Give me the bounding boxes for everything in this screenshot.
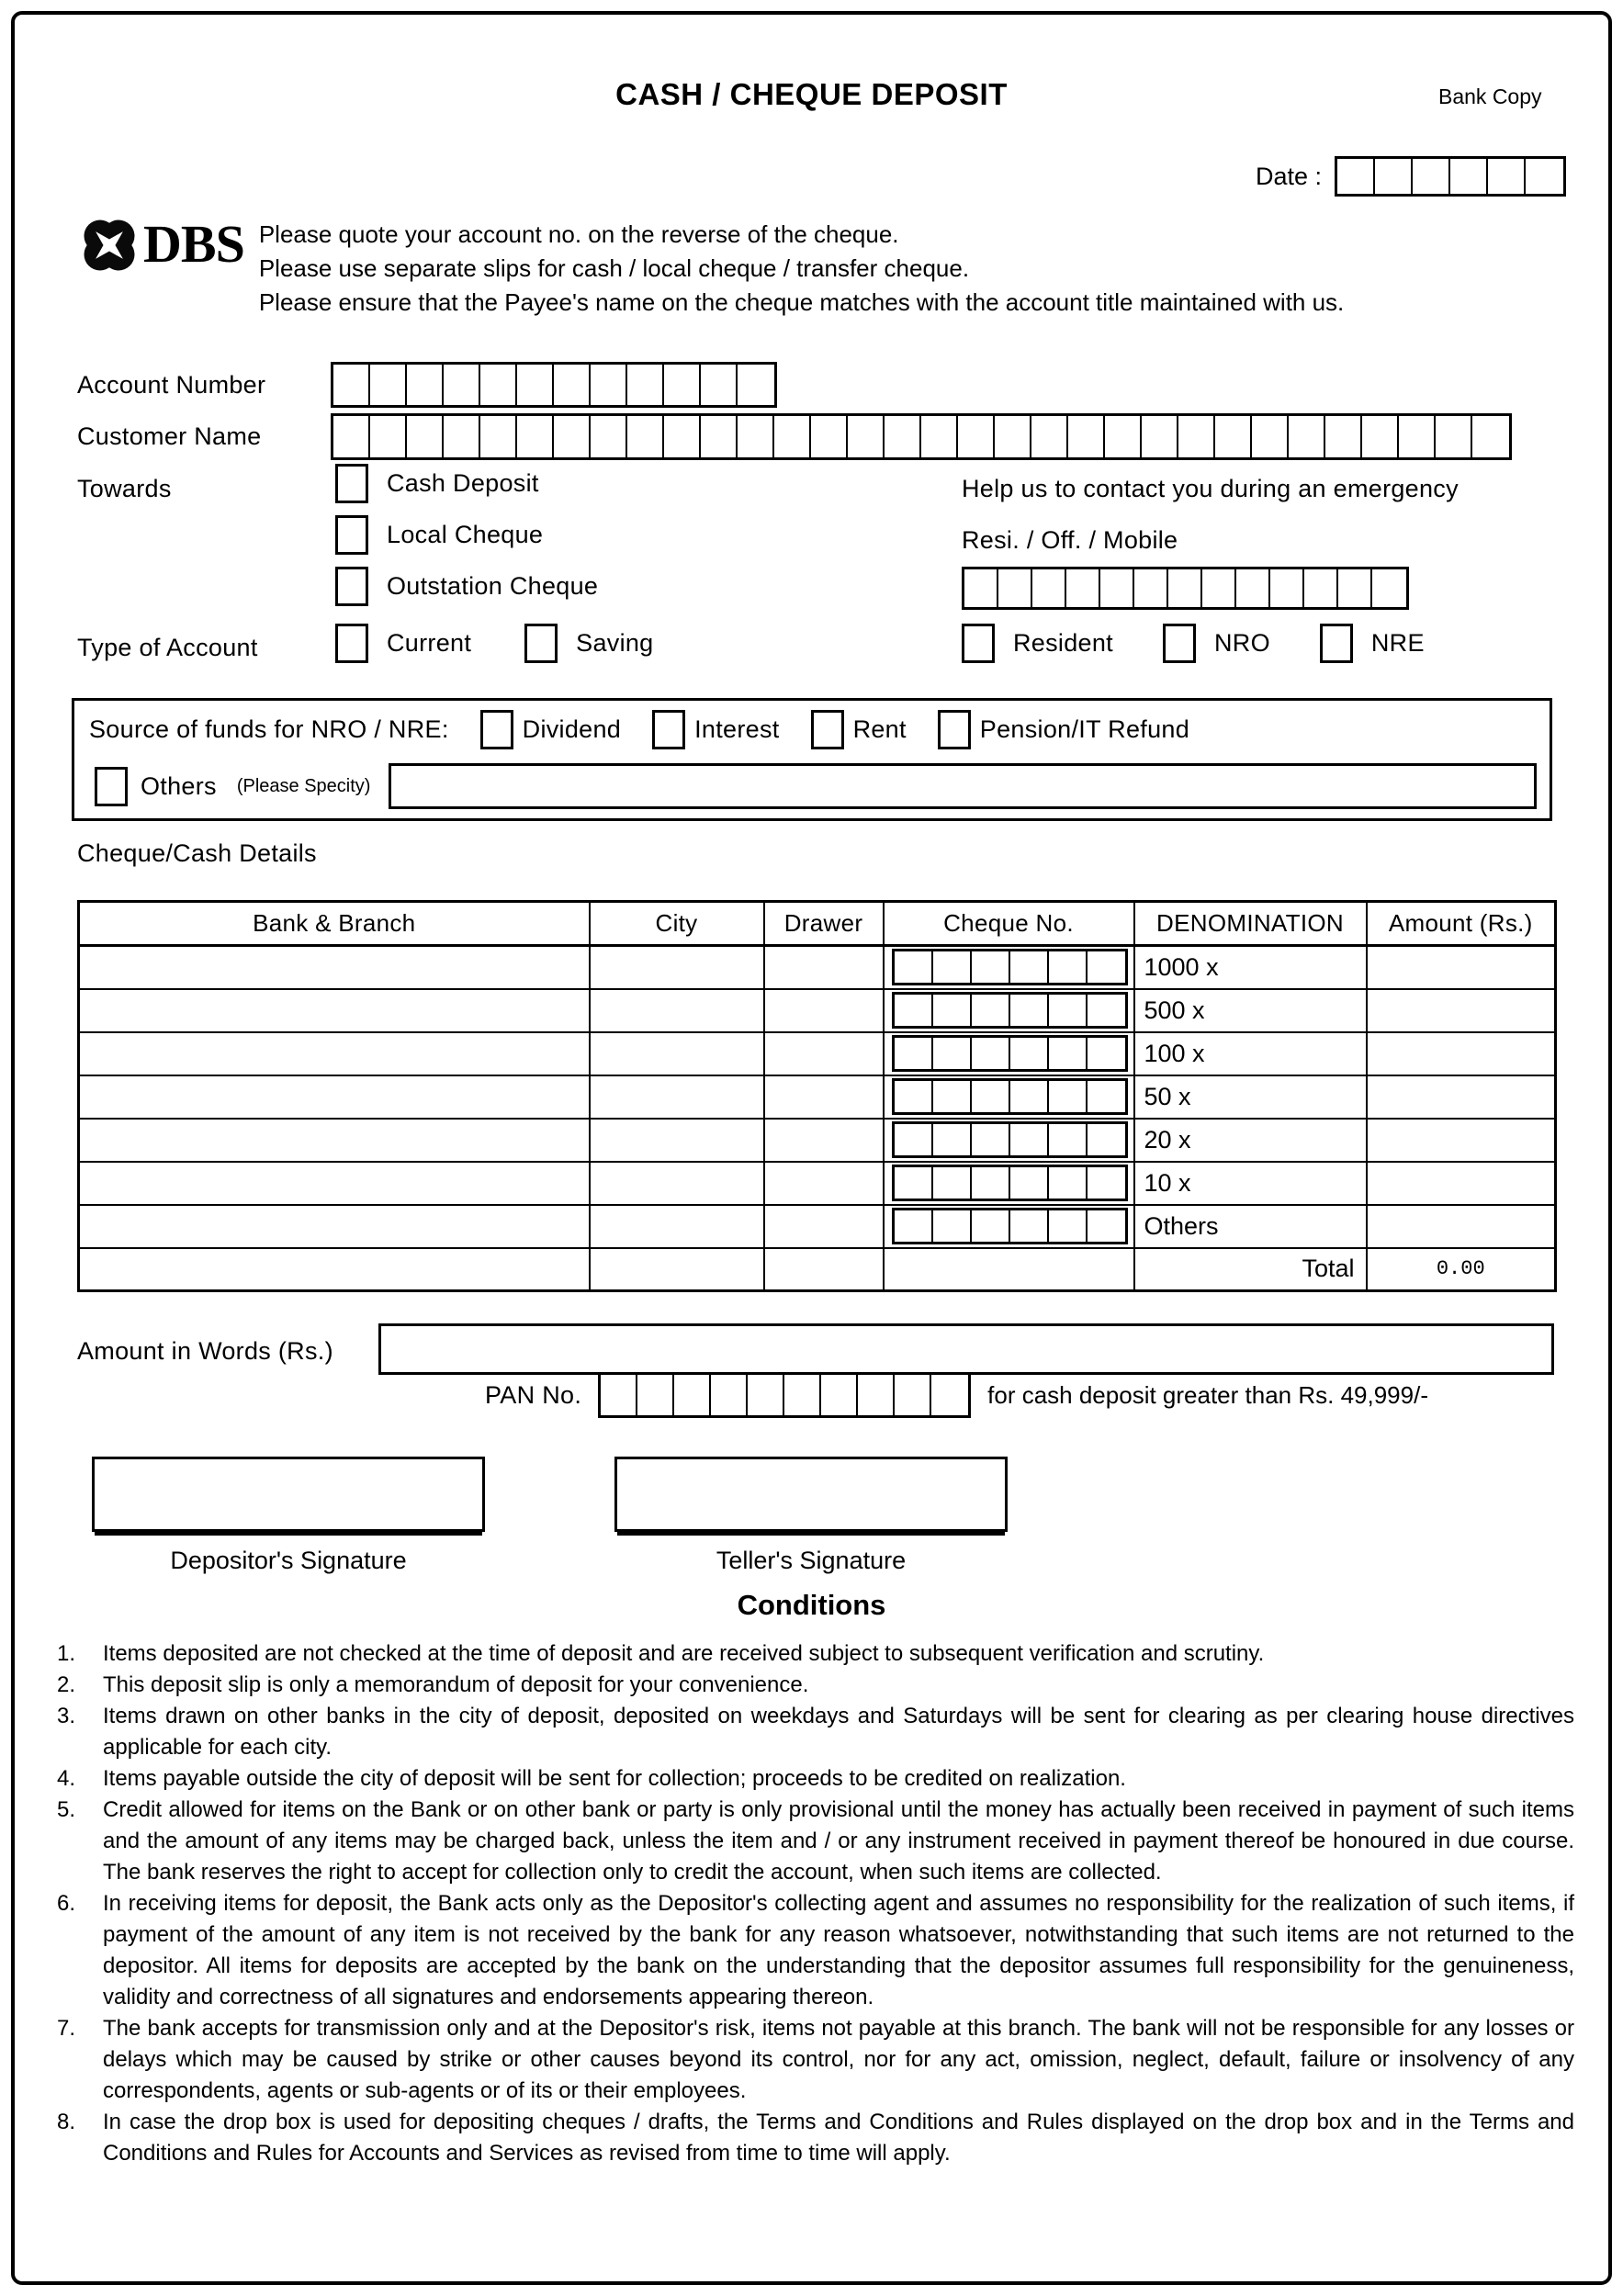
customer-name-cell[interactable] xyxy=(591,416,627,457)
customer-name-cell[interactable] xyxy=(885,416,921,457)
cheque-no-digit-cell[interactable] xyxy=(1088,1081,1124,1112)
condition-number: 5. xyxy=(57,1797,76,1822)
condition-number: 3. xyxy=(57,1704,76,1728)
residency-option xyxy=(962,624,1113,663)
condition-number: 8. xyxy=(57,2110,76,2134)
cheque-no-strip xyxy=(892,1208,1128,1244)
phone-cell[interactable] xyxy=(964,569,998,607)
towards-label: Towards xyxy=(77,475,172,502)
cheque-no-digit-cell[interactable] xyxy=(972,1167,1010,1199)
pan-row xyxy=(485,1372,1428,1418)
instruction-list xyxy=(259,215,1344,320)
cheque-no-digit-cell[interactable] xyxy=(895,1167,933,1199)
drawer-cell[interactable] xyxy=(764,1075,884,1119)
dbs-star-icon xyxy=(79,215,140,276)
denomination-label: 20 x xyxy=(1134,1119,1367,1162)
denomination-label: 500 x xyxy=(1134,989,1367,1032)
residency-option-label: NRO xyxy=(1213,629,1270,657)
account-number-cell[interactable] xyxy=(333,365,370,405)
denomination-label: 1000 x xyxy=(1134,946,1367,989)
instruction-line: Please use separate slips for cash / local cheque / transfer cheque. xyxy=(258,254,970,282)
customer-name-cell[interactable] xyxy=(1472,416,1509,457)
cheque-no-cell[interactable] xyxy=(884,946,1134,989)
bank-branch-cell[interactable] xyxy=(79,1205,590,1248)
drawer-cell[interactable] xyxy=(764,989,884,1032)
source-of-funds-option xyxy=(652,710,783,749)
condition-text: Credit allowed for items on the Bank or on other bank or party is only provisional until the money has actually been received in payment of such items and the amount of any items may be charged back, unless the item and / or any instrument received in payment thereof be honoured in due course. The bank reserves the right to accept for collection only to credit the account, when such items are collected. xyxy=(103,1797,1574,1885)
total-row xyxy=(79,1248,1556,1291)
cheque-no-digit-cell[interactable] xyxy=(895,995,933,1026)
pan-note: for cash deposit greater than Rs. 49,999/- xyxy=(987,1380,1428,1409)
drawer-cell[interactable] xyxy=(764,1205,884,1248)
cheque-no-digit-cell[interactable] xyxy=(895,1124,933,1155)
towards-options xyxy=(335,464,598,606)
cheque-no-cell[interactable] xyxy=(884,1119,1134,1162)
cheque-details-heading: Cheque/Cash Details xyxy=(77,839,317,867)
bank-branch-cell[interactable] xyxy=(79,946,590,989)
cheque-no-digit-cell[interactable] xyxy=(972,1081,1010,1112)
account-number-strip xyxy=(331,362,777,408)
city-cell[interactable] xyxy=(590,1075,764,1119)
account-type-option-label: Current xyxy=(387,629,472,657)
account-number-cell[interactable] xyxy=(480,365,517,405)
cheque-no-digit-cell[interactable] xyxy=(895,1038,933,1069)
condition-text: In case the drop box is used for depositing cheques / drafts, the Terms and Conditions and Rules displayed on the drop box and in the Terms and Conditions and Rules for Accounts and Services as revised from time to time will apply. xyxy=(103,2110,1574,2166)
towards-option xyxy=(335,515,598,555)
bank-copy-label: Bank Copy xyxy=(1438,84,1542,108)
customer-name-cell[interactable] xyxy=(1105,416,1142,457)
customer-name-cell[interactable] xyxy=(554,416,591,457)
depositor-signature-label: Depositor's Signature xyxy=(170,1547,407,1574)
pan-cell[interactable] xyxy=(711,1375,748,1415)
customer-name-cell[interactable] xyxy=(1436,416,1472,457)
phone-label: Resi. / Off. / Mobile xyxy=(962,526,1178,554)
column-header-drawer: Drawer xyxy=(764,902,884,946)
source-of-funds-options xyxy=(453,710,1193,749)
condition-text: Items deposited are not checked at the time of deposit and are received subject to subsequent verification and scrutiny. xyxy=(103,1641,1265,1666)
cheque-no-digit-cell[interactable] xyxy=(972,951,1010,983)
residency-checkbox[interactable] xyxy=(962,624,995,663)
conditions-heading: Conditions xyxy=(737,1589,886,1621)
customer-name-cell[interactable] xyxy=(1031,416,1068,457)
type-of-account-label: Type of Account xyxy=(77,634,258,661)
towards-checkbox[interactable] xyxy=(335,464,368,503)
source-of-funds-option-label: Interest xyxy=(694,715,780,743)
customer-name-cell[interactable] xyxy=(1325,416,1362,457)
cheque-no-digit-cell[interactable] xyxy=(1049,951,1088,983)
cheque-no-digit-cell[interactable] xyxy=(972,1210,1010,1242)
table-row xyxy=(79,1162,1556,1205)
cheque-no-digit-cell[interactable] xyxy=(933,995,972,1026)
cheque-no-digit-cell[interactable] xyxy=(1010,1167,1049,1199)
customer-name-cell[interactable] xyxy=(1399,416,1436,457)
customer-name-row xyxy=(77,413,1512,460)
city-cell[interactable] xyxy=(590,1119,764,1162)
cheque-no-digit-cell[interactable] xyxy=(895,1210,933,1242)
account-number-cell[interactable] xyxy=(591,365,627,405)
drawer-cell[interactable] xyxy=(764,1162,884,1205)
bank-branch-cell[interactable] xyxy=(79,1162,590,1205)
table-row xyxy=(79,1205,1556,1248)
cheque-no-digit-cell[interactable] xyxy=(972,1038,1010,1069)
customer-name-cell[interactable] xyxy=(1068,416,1105,457)
customer-name-cell[interactable] xyxy=(480,416,517,457)
cheque-no-digit-cell[interactable] xyxy=(1049,995,1088,1026)
phone-cell[interactable] xyxy=(1202,569,1236,607)
customer-name-cell[interactable] xyxy=(1252,416,1289,457)
pan-cell[interactable] xyxy=(601,1375,637,1415)
date-cell-strip xyxy=(1335,156,1566,197)
condition-item xyxy=(57,2013,1574,2107)
customer-name-cell[interactable] xyxy=(444,416,480,457)
city-cell[interactable] xyxy=(590,1205,764,1248)
account-number-cell[interactable] xyxy=(627,365,664,405)
condition-number: 7. xyxy=(57,2016,76,2041)
cheque-no-digit-cell[interactable] xyxy=(1010,1124,1049,1155)
condition-item xyxy=(57,1888,1574,2013)
instruction-line: Please ensure that the Payee's name on the cheque matches with the account title maintained with us. xyxy=(258,288,1345,316)
condition-text: Items drawn on other banks in the city of deposit, deposited on weekdays and Saturdays will be sent for clearing as per clearing house directives applicable for each city. xyxy=(103,1704,1574,1760)
cheque-no-digit-cell[interactable] xyxy=(1088,1167,1124,1199)
teller-signature-box[interactable] xyxy=(614,1457,1008,1532)
account-number-cell[interactable] xyxy=(554,365,591,405)
pan-cell[interactable] xyxy=(931,1375,968,1415)
depositor-signature-box[interactable] xyxy=(92,1457,485,1532)
amount-cell[interactable] xyxy=(1367,1119,1556,1162)
date-cell[interactable] xyxy=(1337,159,1375,194)
cheque-no-digit-cell[interactable] xyxy=(1010,951,1049,983)
pan-cell[interactable] xyxy=(637,1375,674,1415)
date-cell[interactable] xyxy=(1375,159,1413,194)
customer-name-label: Customer Name xyxy=(77,422,262,450)
customer-name-cell[interactable] xyxy=(1178,416,1215,457)
pan-cell[interactable] xyxy=(674,1375,711,1415)
customer-name-cell[interactable] xyxy=(517,416,554,457)
column-header-city: City xyxy=(590,902,764,946)
cheque-no-digit-cell[interactable] xyxy=(1010,1038,1049,1069)
towards-option xyxy=(335,567,598,606)
date-cell[interactable] xyxy=(1488,159,1526,194)
condition-text: In receiving items for deposit, the Bank acts only as the Depositor's collecting agent and assumes no responsibility for the realization of such items, if payment of the amount of any item is not received by the bank for any reason whatsoever, notwithstanding that such items are not returned to the depositor. All items for deposits are accepted by the bank on the understanding that the depositor assumes full responsibility for the genuineness, validity and correctness of all signatures and endorsements appearing thereon. xyxy=(103,1891,1574,2009)
phone-cell[interactable] xyxy=(1236,569,1270,607)
cheque-no-digit-cell[interactable] xyxy=(1010,995,1049,1026)
others-line xyxy=(89,763,1537,809)
cheque-no-digit-cell[interactable] xyxy=(1088,951,1124,983)
cheque-no-digit-cell[interactable] xyxy=(1010,1210,1049,1242)
condition-number: 4. xyxy=(57,1766,76,1791)
towards-checkbox[interactable] xyxy=(335,567,368,606)
customer-name-strip xyxy=(331,413,1512,460)
condition-text: Items payable outside the city of deposit will be sent for collection; proceeds to be credited on realization. xyxy=(103,1766,1126,1791)
others-specify-input[interactable] xyxy=(389,763,1537,809)
amount-cell[interactable] xyxy=(1367,1205,1556,1248)
customer-name-cell[interactable] xyxy=(333,416,370,457)
cheque-no-digit-cell[interactable] xyxy=(933,1081,972,1112)
table-row xyxy=(79,1032,1556,1075)
instruction-line: Please quote your account no. on the reverse of the cheque. xyxy=(258,220,899,248)
contact-heading: Help us to contact you during an emergency xyxy=(962,475,1459,502)
total-label: Total xyxy=(1134,1248,1367,1291)
customer-name-cell[interactable] xyxy=(848,416,885,457)
condition-text: This deposit slip is only a memorandum of deposit for your convenience. xyxy=(103,1672,809,1697)
cheque-no-cell[interactable] xyxy=(884,1075,1134,1119)
pan-cell-strip xyxy=(598,1372,971,1418)
cheque-no-digit-cell[interactable] xyxy=(1088,1038,1124,1069)
date-cell[interactable] xyxy=(1450,159,1488,194)
cheque-no-strip xyxy=(892,1121,1128,1158)
account-number-cell[interactable] xyxy=(407,365,444,405)
phone-cell[interactable] xyxy=(998,569,1032,607)
customer-name-cell[interactable] xyxy=(701,416,738,457)
customer-name-cell[interactable] xyxy=(1142,416,1178,457)
source-of-funds-option xyxy=(938,710,1193,749)
amount-cell[interactable] xyxy=(1367,946,1556,989)
source-of-funds-checkbox[interactable] xyxy=(652,710,685,749)
page-title: CASH / CHEQUE DEPOSIT xyxy=(615,77,1008,111)
towards-checkbox[interactable] xyxy=(335,515,368,555)
pan-label: PAN No. xyxy=(485,1380,582,1409)
customer-name-cell[interactable] xyxy=(407,416,444,457)
cheque-no-digit-cell[interactable] xyxy=(1088,1210,1124,1242)
cheque-no-strip xyxy=(892,1078,1128,1115)
bank-branch-cell[interactable] xyxy=(79,989,590,1032)
customer-name-cell[interactable] xyxy=(1362,416,1399,457)
towards-option xyxy=(335,464,598,503)
cheque-no-cell[interactable] xyxy=(884,1205,1134,1248)
phone-cell[interactable] xyxy=(1270,569,1304,607)
date-cell[interactable] xyxy=(1526,159,1563,194)
cheque-no-digit-cell[interactable] xyxy=(895,951,933,983)
account-number-cell[interactable] xyxy=(664,365,701,405)
account-type-checkbox[interactable] xyxy=(524,624,558,663)
phone-cell[interactable] xyxy=(1304,569,1338,607)
customer-name-cell[interactable] xyxy=(627,416,664,457)
cheque-no-digit-cell[interactable] xyxy=(933,951,972,983)
customer-name-cell[interactable] xyxy=(995,416,1031,457)
date-field xyxy=(1256,156,1566,197)
phone-cell[interactable] xyxy=(1066,569,1100,607)
account-type-option-label: Saving xyxy=(576,629,654,657)
denomination-label: 50 x xyxy=(1134,1075,1367,1119)
phone-cell[interactable] xyxy=(1032,569,1066,607)
amount-cell[interactable] xyxy=(1367,989,1556,1032)
column-header-denomination: DENOMINATION xyxy=(1134,902,1367,946)
account-number-cell[interactable] xyxy=(738,365,774,405)
towards-option-label: Local Cheque xyxy=(387,521,544,548)
source-of-funds-checkbox[interactable] xyxy=(811,710,844,749)
column-header-amount: Amount (Rs.) xyxy=(1367,902,1556,946)
residency-option-label: NRE xyxy=(1370,629,1425,657)
source-of-funds-option-label: Pension/IT Refund xyxy=(979,715,1190,743)
cheque-no-digit-cell[interactable] xyxy=(933,1167,972,1199)
account-type-options xyxy=(335,624,654,663)
others-hint: (Please Specity) xyxy=(236,775,371,796)
cheque-no-digit-cell[interactable] xyxy=(1049,1038,1088,1069)
date-label: Date : xyxy=(1255,162,1322,190)
pan-cell[interactable] xyxy=(858,1375,895,1415)
cheque-no-digit-cell[interactable] xyxy=(1049,1210,1088,1242)
conditions-list xyxy=(57,1638,1574,2169)
cheque-no-digit-cell[interactable] xyxy=(1049,1167,1088,1199)
dbs-logo xyxy=(79,215,1344,320)
cheque-no-cell[interactable] xyxy=(884,989,1134,1032)
pan-cell[interactable] xyxy=(784,1375,821,1415)
drawer-cell[interactable] xyxy=(764,1032,884,1075)
condition-item xyxy=(57,1638,1574,1670)
condition-text: The bank accepts for transmission only and at the Depositor's risk, items not payable at this branch. The bank will not be responsible for any losses or delays which may be caused by strike or other causes beyond its control, nor for any act, omission, neglect, default, failure or insolvency of any correspondents, agents or sub-agents or of its or their employees. xyxy=(103,2016,1574,2103)
condition-number: 2. xyxy=(57,1672,76,1697)
denomination-label: 10 x xyxy=(1134,1162,1367,1205)
cheque-no-digit-cell[interactable] xyxy=(933,1210,972,1242)
account-number-cell[interactable] xyxy=(370,365,407,405)
bank-branch-cell[interactable] xyxy=(79,1032,590,1075)
pan-cell[interactable] xyxy=(895,1375,931,1415)
drawer-cell[interactable] xyxy=(764,1248,884,1291)
cheque-no-cell[interactable] xyxy=(884,1162,1134,1205)
cheque-no-cell[interactable] xyxy=(884,1248,1134,1291)
customer-name-cell[interactable] xyxy=(958,416,995,457)
residency-option xyxy=(1320,624,1425,663)
city-cell[interactable] xyxy=(590,1248,764,1291)
amount-in-words-label: Amount in Words (Rs.) xyxy=(77,1337,333,1365)
condition-item xyxy=(57,1763,1574,1795)
cheque-no-digit-cell[interactable] xyxy=(972,995,1010,1026)
others-label: Others xyxy=(141,771,217,800)
account-type-option xyxy=(335,624,471,663)
phone-cell[interactable] xyxy=(1134,569,1168,607)
customer-name-cell[interactable] xyxy=(664,416,701,457)
amount-cell[interactable] xyxy=(1367,1162,1556,1205)
denomination-label: 100 x xyxy=(1134,1032,1367,1075)
source-of-funds-option xyxy=(811,710,910,749)
city-cell[interactable] xyxy=(590,989,764,1032)
cheque-no-strip xyxy=(892,949,1128,985)
account-number-row xyxy=(77,362,777,408)
phone-cell[interactable] xyxy=(1372,569,1406,607)
city-cell[interactable] xyxy=(590,1162,764,1205)
cheque-no-strip xyxy=(892,1035,1128,1072)
phone-cell[interactable] xyxy=(1100,569,1134,607)
residency-option xyxy=(1163,624,1270,663)
table-row xyxy=(79,946,1556,989)
cheque-no-strip xyxy=(892,992,1128,1029)
condition-number: 6. xyxy=(57,1891,76,1916)
cheque-no-digit-cell[interactable] xyxy=(895,1081,933,1112)
customer-name-cell[interactable] xyxy=(1289,416,1325,457)
customer-name-cell[interactable] xyxy=(921,416,958,457)
drawer-cell[interactable] xyxy=(764,1119,884,1162)
column-header-bank-branch: Bank & Branch xyxy=(79,902,590,946)
dbs-brand-text: DBS xyxy=(143,214,244,274)
date-cell[interactable] xyxy=(1413,159,1450,194)
customer-name-cell[interactable] xyxy=(370,416,407,457)
condition-item xyxy=(57,2107,1574,2169)
towards-option-label: Outstation Cheque xyxy=(387,572,599,600)
phone-cell[interactable] xyxy=(1338,569,1372,607)
residency-option-label: Resident xyxy=(1013,629,1113,657)
source-of-funds-option xyxy=(480,710,625,749)
cheque-no-digit-cell[interactable] xyxy=(1010,1081,1049,1112)
table-header-row xyxy=(79,902,1556,946)
source-of-funds-checkbox[interactable] xyxy=(938,710,971,749)
source-of-funds-option-label: Dividend xyxy=(522,715,622,743)
teller-signature-label: Teller's Signature xyxy=(716,1547,907,1574)
customer-name-cell[interactable] xyxy=(811,416,848,457)
city-cell[interactable] xyxy=(590,1032,764,1075)
cheque-no-cell[interactable] xyxy=(884,1032,1134,1075)
account-type-option xyxy=(524,624,653,663)
bank-branch-cell[interactable] xyxy=(79,1248,590,1291)
phone-cell-strip xyxy=(962,567,1409,610)
account-number-cell[interactable] xyxy=(517,365,554,405)
amount-cell[interactable] xyxy=(1367,1075,1556,1119)
source-of-funds-option-label: Rent xyxy=(852,715,907,743)
customer-name-cell[interactable] xyxy=(738,416,774,457)
condition-item xyxy=(57,1670,1574,1701)
others-checkbox[interactable] xyxy=(95,767,128,806)
amount-in-words-input[interactable] xyxy=(378,1323,1554,1375)
source-of-funds-line xyxy=(89,710,1537,749)
source-of-funds-box xyxy=(72,698,1552,821)
condition-item xyxy=(57,1795,1574,1888)
account-type-checkbox[interactable] xyxy=(335,624,368,663)
account-number-cell[interactable] xyxy=(701,365,738,405)
cheque-no-digit-cell[interactable] xyxy=(1088,995,1124,1026)
total-value: 0.00 xyxy=(1367,1248,1556,1291)
phone-cell[interactable] xyxy=(1168,569,1202,607)
table-row xyxy=(79,1075,1556,1119)
account-number-label: Account Number xyxy=(77,370,266,399)
pan-cell[interactable] xyxy=(748,1375,784,1415)
residency-checkbox[interactable] xyxy=(1320,624,1353,663)
residency-checkbox[interactable] xyxy=(1163,624,1196,663)
customer-name-cell[interactable] xyxy=(774,416,811,457)
denomination-label: Others xyxy=(1134,1205,1367,1248)
cheque-no-digit-cell[interactable] xyxy=(1088,1124,1124,1155)
towards-option-label: Cash Deposit xyxy=(387,469,539,497)
cheque-no-digit-cell[interactable] xyxy=(1049,1081,1088,1112)
source-of-funds-checkbox[interactable] xyxy=(480,710,513,749)
amount-cell[interactable] xyxy=(1367,1032,1556,1075)
cheque-no-digit-cell[interactable] xyxy=(972,1124,1010,1155)
cheque-no-strip xyxy=(892,1165,1128,1201)
drawer-cell[interactable] xyxy=(764,946,884,989)
bank-branch-cell[interactable] xyxy=(79,1075,590,1119)
cheque-details-table xyxy=(77,900,1557,1292)
table-row xyxy=(79,989,1556,1032)
city-cell[interactable] xyxy=(590,946,764,989)
table-row xyxy=(79,1119,1556,1162)
cheque-no-digit-cell[interactable] xyxy=(933,1038,972,1069)
customer-name-cell[interactable] xyxy=(1215,416,1252,457)
condition-item xyxy=(57,1701,1574,1763)
cheque-no-digit-cell[interactable] xyxy=(1049,1124,1088,1155)
cheque-no-digit-cell[interactable] xyxy=(933,1124,972,1155)
residency-options xyxy=(962,624,1425,663)
pan-cell[interactable] xyxy=(821,1375,858,1415)
condition-number: 1. xyxy=(57,1641,76,1666)
bank-branch-cell[interactable] xyxy=(79,1119,590,1162)
column-header-cheque-no: Cheque No. xyxy=(884,902,1134,946)
account-number-cell[interactable] xyxy=(444,365,480,405)
source-of-funds-label: Source of funds for NRO / NRE: xyxy=(89,715,449,743)
